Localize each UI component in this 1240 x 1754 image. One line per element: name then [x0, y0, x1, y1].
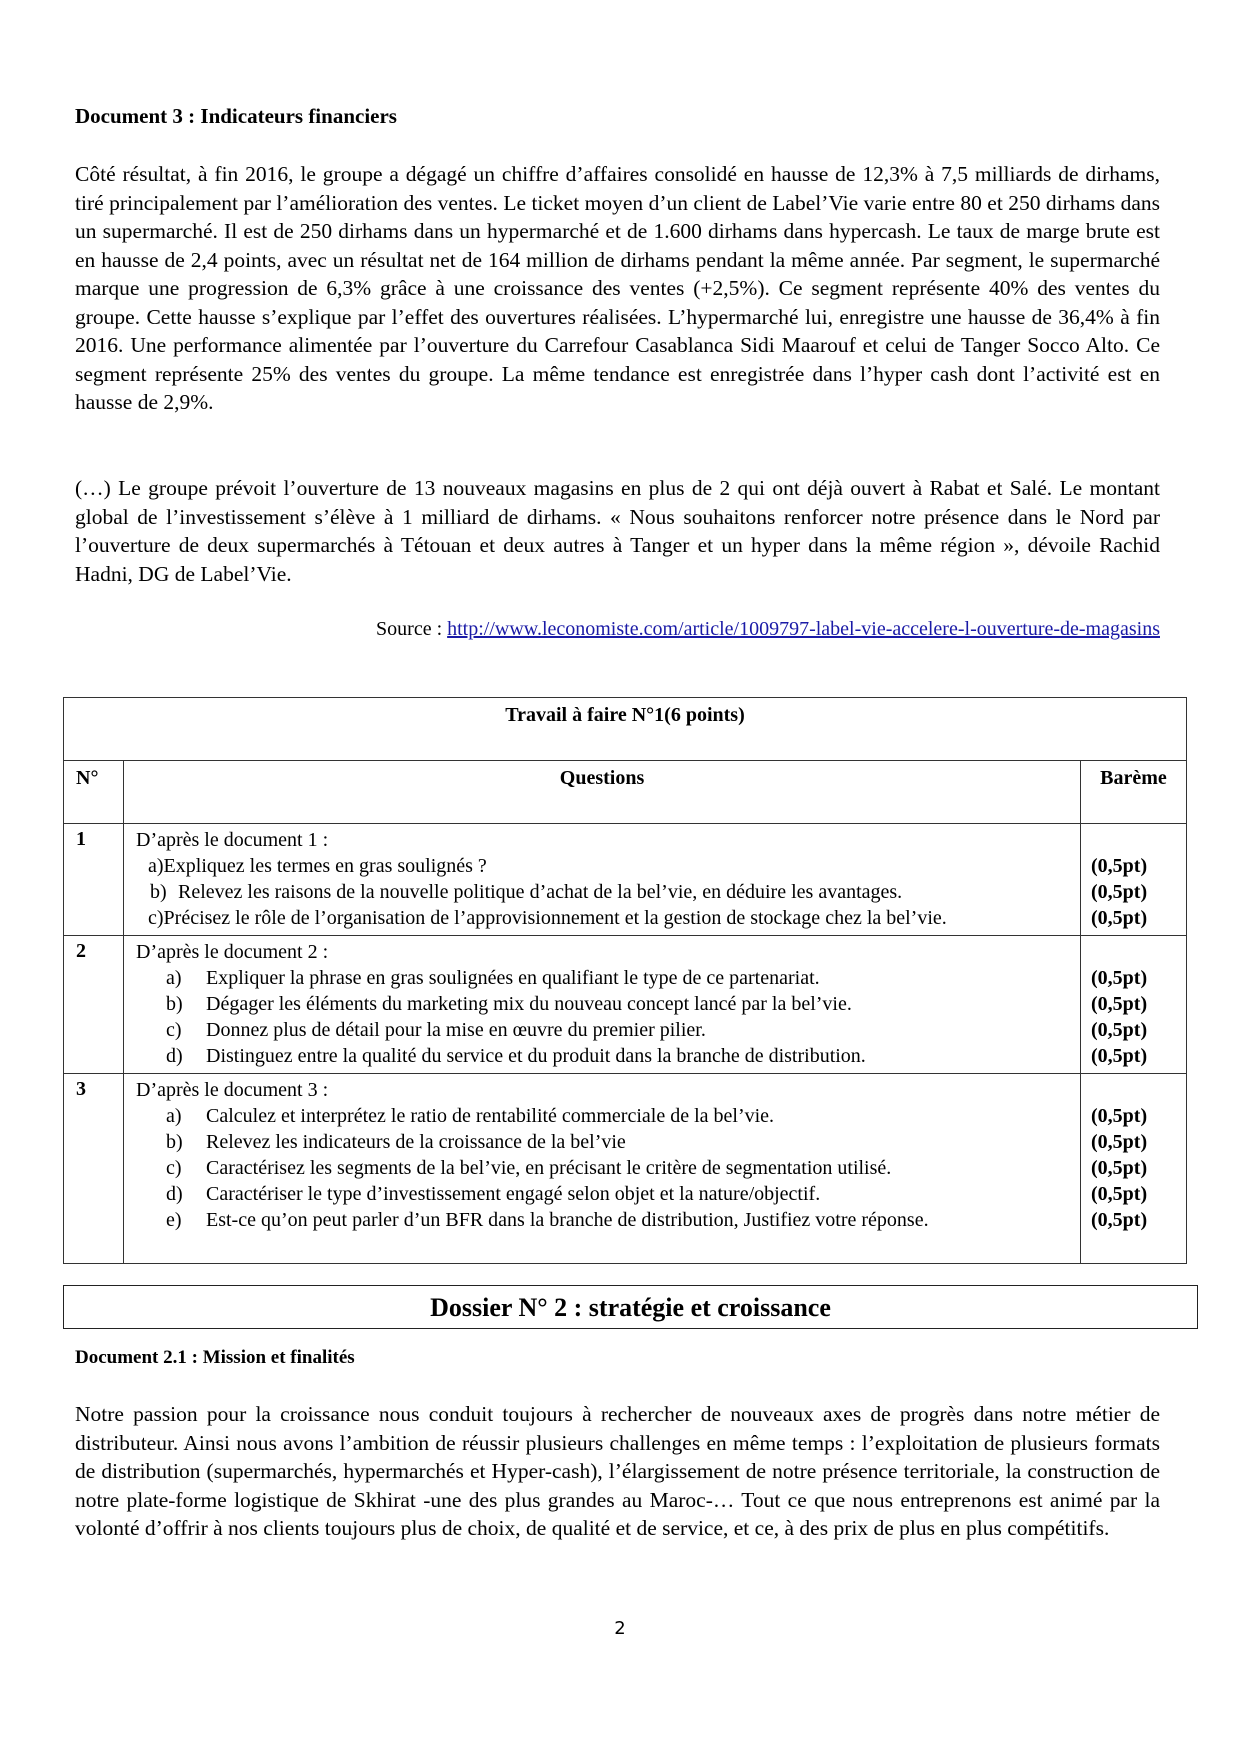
table-row — [64, 1074, 1187, 1264]
document3-paragraph-2: (…) Le groupe prévoit l’ouverture de 13 nouveaux magasins en plus de 2 qui ont déjà ouvert à Rabat et Salé. Le montant global de l’investissement s’élève à 1 milliard de dirhams. « Nous souhaitons renforcer notre présence dans le Nord par l’ouverture de deux supermarchés à Tétouan et deux autres à Tanger et un hyper dans la même région », dévoile Rachid Hadni, DG de Label’Vie. — [75, 476, 1160, 586]
source-label: Source : — [376, 618, 448, 640]
question-intro: D’après le document 2 : — [136, 941, 329, 963]
question-item — [136, 965, 1080, 991]
question-label: c) — [148, 907, 164, 929]
question-item — [136, 991, 1080, 1017]
question-text: Est-ce qu’on peut parler d’un BFR dans la branche de distribution, Justifiez votre réponse. — [206, 1209, 929, 1231]
question-label: b) — [150, 881, 167, 903]
question-label: c) — [166, 1019, 182, 1041]
question-text: Caractérisez les segments de la bel’vie, en précisant le critère de segmentation utilisé. — [206, 1157, 892, 1179]
source-link[interactable]: http://www.leconomiste.com/article/1009797-label-vie-accelere-l-ouverture-de-magasins — [447, 618, 1160, 640]
question-label: a) — [166, 967, 182, 989]
document-2-1-heading: Document 2.1 : Mission et finalités — [75, 1347, 355, 1368]
question-item — [136, 853, 1080, 879]
row-number: 1 — [64, 824, 124, 936]
points: (0,5pt) — [1091, 1209, 1148, 1231]
document-2-1-paragraph: Notre passion pour la croissance nous conduit toujours à rechercher de nouveaux axes de progrès dans notre métier de distributeur. Ainsi nous avons l’ambition de réussir plusieurs challenges en même temps : l’exploitation de plusieurs formats de distribution (supermarchés, hypermarchés et Hyper-cash), l’élargissement de notre présence territoriale, la construction de notre plate-forme logistique de Skhirat -une des plus grandes au Maroc-… Tout ce que nous entreprenons est animé par la volonté d’offrir à nos clients toujours plus de choix, de qualité et de service, et ce, à des prix de plus en plus compétitifs. — [75, 1402, 1160, 1540]
question-item — [136, 1181, 1080, 1207]
question-label: b) — [166, 1131, 183, 1153]
points: (0,5pt) — [1091, 1157, 1148, 1179]
points: (0,5pt) — [1091, 1183, 1148, 1205]
question-item — [136, 1043, 1080, 1069]
points: (0,5pt) — [1091, 1131, 1148, 1153]
bareme-cell — [1081, 824, 1187, 936]
table-row — [64, 936, 1187, 1074]
question-label: d) — [166, 1045, 183, 1067]
question-text: Distinguez entre la qualité du service et du produit dans la branche de distribution. — [206, 1045, 866, 1067]
question-label: d) — [166, 1183, 183, 1205]
question-item — [136, 1103, 1080, 1129]
question-item — [136, 1129, 1080, 1155]
question-text: Calculez et interprétez le ratio de rentabilité commerciale de la bel’vie. — [206, 1105, 775, 1127]
question-item — [136, 1207, 1080, 1233]
bareme-cell — [1081, 1074, 1187, 1264]
question-item — [136, 1155, 1080, 1181]
header-questions: Questions — [124, 761, 1081, 824]
question-item — [136, 879, 1080, 905]
document3-paragraph-1: Côté résultat, à fin 2016, le groupe a dégagé un chiffre d’affaires consolidé en hausse de 12,3% à 7,5 milliards de dirhams, tiré principalement par l’amélioration des ventes. Le ticket moyen d’un client de Label’Vie varie entre 80 et 250 dirhams dans un supermarché. Il est de 250 dirhams dans un hypermarché et de 1.600 dirhams dans hypercash. Le taux de marge brute est en hausse de 2,4 points, avec un résultat net de 164 million de dirhams pendant la même année. Par segment, le supermarché marque une progression de 6,3% grâce à une croissance des ventes (+2,5%). Ce segment représente 40% des ventes du groupe. Cette hausse s’explique par l’effet des ouvertures réalisées. L’hypermarché lui, enregistre une hausse de 36,4% à fin 2016. Une performance alimentée par l’ouverture du Carrefour Casablanca Sidi Maarouf et celui de Tanger Socco Alto. Ce segment représente 25% des ventes du groupe. La même tendance est enregistrée dans l’hyper cash dont l’activité est en hausse de 2,9%. — [75, 162, 1160, 414]
header-bareme: Barème — [1081, 761, 1187, 824]
question-text: Relevez les indicateurs de la croissance de la bel’vie — [206, 1131, 626, 1153]
source-citation — [376, 618, 1160, 641]
question-intro: D’après le document 1 : — [136, 829, 329, 851]
dossier-2-title-box: Dossier N° 2 : stratégie et croissance — [63, 1285, 1198, 1329]
question-label: e) — [166, 1209, 182, 1231]
question-text: Dégager les éléments du marketing mix du nouveau concept lancé par la bel’vie. — [206, 993, 852, 1015]
question-label: c) — [166, 1157, 182, 1179]
question-item — [136, 905, 1080, 931]
work-table — [63, 697, 1187, 1264]
points: (0,5pt) — [1091, 967, 1148, 989]
document3-heading: Document 3 : Indicateurs financiers — [75, 104, 397, 128]
question-item — [136, 1017, 1080, 1043]
points: (0,5pt) — [1091, 1105, 1148, 1127]
questions-cell — [124, 1074, 1081, 1264]
header-number: N° — [64, 761, 124, 824]
question-text: Expliquer la phrase en gras soulignées en qualifiant le type de ce partenariat. — [206, 967, 820, 989]
questions-cell — [124, 824, 1081, 936]
question-intro: D’après le document 3 : — [136, 1079, 329, 1101]
table-row — [64, 824, 1187, 936]
row-number: 3 — [64, 1074, 124, 1264]
question-text: Précisez le rôle de l’organisation de l’approvisionnement et la gestion de stockage chez la bel’vie. — [163, 907, 947, 929]
question-text: Expliquez les termes en gras soulignés ? — [163, 855, 487, 877]
questions-cell — [124, 936, 1081, 1074]
page-number: 2 — [614, 1618, 626, 1639]
question-label: a) — [166, 1105, 182, 1127]
bareme-cell — [1081, 936, 1187, 1074]
points: (0,5pt) — [1091, 907, 1148, 929]
question-text: Relevez les raisons de la nouvelle politique d’achat de la bel’vie, en déduire les avantages. — [178, 881, 903, 903]
points: (0,5pt) — [1091, 1019, 1148, 1041]
points: (0,5pt) — [1091, 881, 1148, 903]
question-text: Donnez plus de détail pour la mise en œuvre du premier pilier. — [206, 1019, 706, 1041]
question-text: Caractériser le type d’investissement engagé selon objet et la nature/objectif. — [206, 1183, 821, 1205]
points: (0,5pt) — [1091, 993, 1148, 1015]
row-number: 2 — [64, 936, 124, 1074]
question-label: b) — [166, 993, 183, 1015]
points: (0,5pt) — [1091, 855, 1148, 877]
work-table-title: Travail à faire N°1(6 points) — [64, 698, 1187, 761]
question-label: a) — [148, 855, 164, 877]
points: (0,5pt) — [1091, 1045, 1148, 1067]
